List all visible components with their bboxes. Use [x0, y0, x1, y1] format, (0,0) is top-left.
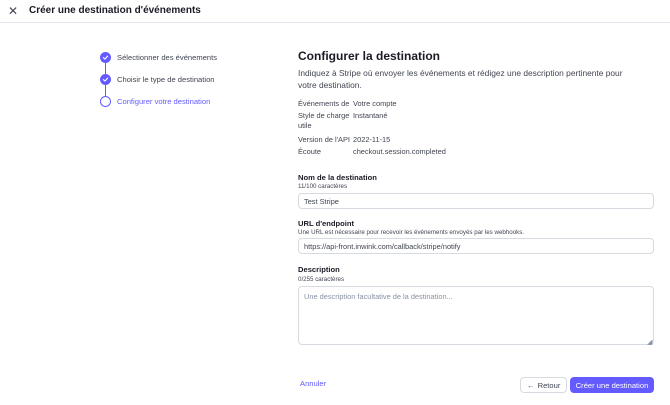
section-title: Configurer la destination: [298, 49, 441, 63]
summary-value: Instantané: [353, 111, 388, 120]
back-button[interactable]: [520, 377, 567, 393]
url-label: URL d'endpoint: [298, 219, 355, 228]
step-configure[interactable]: [100, 90, 217, 112]
url-help-text: Une URL est nécessaire pour recevoir les événements envoyés par les webhooks.: [298, 229, 525, 236]
step-connector: [105, 63, 106, 74]
summary-value: 2022-11-15: [353, 135, 391, 144]
create-destination-button[interactable]: Créer une destination: [570, 377, 654, 393]
close-icon[interactable]: ✕: [7, 4, 19, 18]
resize-handle-icon[interactable]: ◢: [647, 339, 653, 346]
description-textarea[interactable]: [298, 286, 654, 345]
back-button-label: Retour: [537, 380, 561, 390]
step-connector: [105, 85, 106, 96]
endpoint-url-input[interactable]: [298, 238, 654, 254]
summary-key: Événements de: [298, 99, 350, 108]
step-label: Sélectionner des événements: [117, 52, 218, 62]
name-label: Nom de la destination: [298, 173, 377, 182]
main-content: [298, 49, 654, 91]
current-step-icon: [100, 96, 111, 107]
arrow-left-icon: ←: [527, 380, 535, 390]
section-subtitle: Indiquez à Stripe où envoyer les événements et rédigez une description pertinente pour votre destination.: [298, 68, 623, 90]
header-bar: [0, 0, 670, 23]
step-choose-type[interactable]: [100, 68, 217, 90]
description-char-count: 0/255 caractères: [298, 276, 345, 283]
check-icon: [100, 52, 111, 63]
summary-value: checkout.session.completed: [353, 147, 446, 156]
summary-key: Écoute: [298, 147, 322, 156]
step-label: Choisir le type de destination: [117, 74, 215, 84]
cancel-button[interactable]: Annuler: [300, 379, 327, 388]
page-title: Créer une destination d'événements: [29, 5, 201, 16]
check-icon: [100, 74, 111, 85]
step-label: Configurer votre destination: [117, 96, 211, 106]
stepper: [100, 46, 217, 112]
summary-value: Votre compte: [353, 99, 397, 108]
summary-key: Style de charge utile: [298, 111, 350, 130]
summary-key: Version de l'API: [298, 135, 350, 144]
name-char-count: 11/100 caractères: [298, 183, 348, 190]
step-select-events[interactable]: [100, 46, 217, 68]
destination-name-input[interactable]: [298, 193, 654, 209]
description-label: Description: [298, 265, 340, 274]
